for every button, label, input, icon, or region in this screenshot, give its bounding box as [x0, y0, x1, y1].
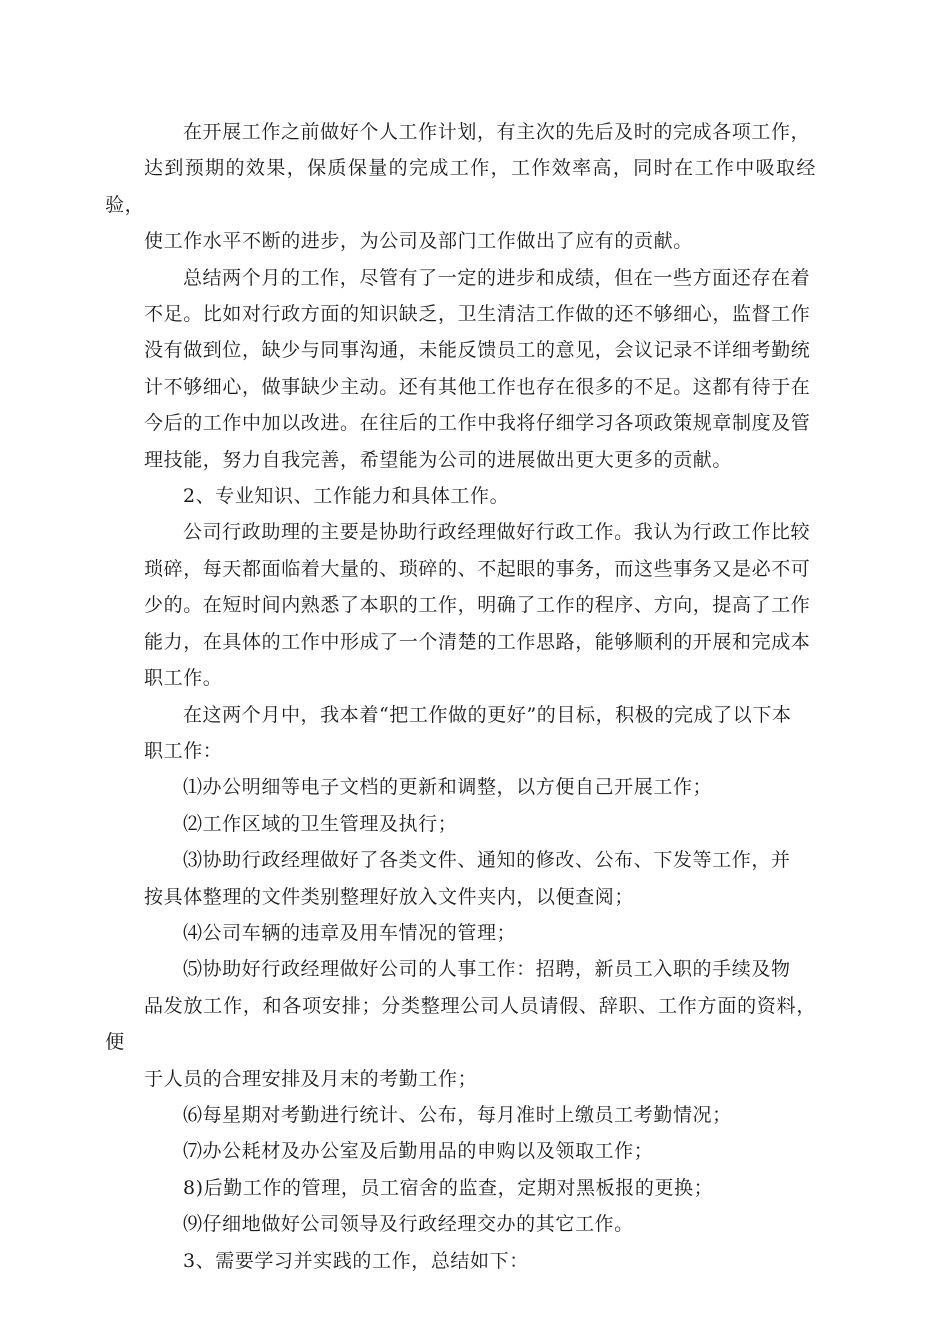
text-line: 今后的工作中加以改进。在往后的工作中我将仔细学习各项政策规章制度及管 [144, 412, 811, 435]
text-line: ⑹每星期对考勤进行统计、公布，每月准时上缴员工考勤情况； [182, 1103, 732, 1126]
text-line: ⑸协助好行政经理做好公司的人事工作：招聘，新员工入职的手续及物 [182, 958, 791, 981]
text-line: ⑺办公耗材及办公室及后勤用品的申购以及领取工作； [182, 1140, 654, 1163]
paragraph [105, 951, 816, 1097]
text-line: 没有做到位，缺少与同事沟通，未能反馈员工的意见，会议记录不详细考勤统 [144, 339, 811, 362]
paragraph [144, 514, 816, 696]
text-line: 于人员的合理安排及月末的考勤工作； [144, 1067, 478, 1090]
text-line: 品发放工作，和各项安排；分类整理公司人员请假、辞职、工作方面的资料，便 [105, 994, 816, 1054]
text-line: 达到预期的效果，保质保量的完成工作，工作效率高，同时在工作中吸取经验， [105, 157, 816, 216]
text-line: 不足。比如对行政方面的知识缺乏，卫生清洁工作做的还不够细心，监督工作 [144, 303, 811, 326]
paragraph [144, 1170, 816, 1206]
text-line: 琐碎，每天都面临着大量的、琐碎的、不起眼的事务，而这些事务又是必不可 [144, 557, 811, 580]
text-line: ⑴办公明细等电子文档的更新和调整，以方便自己开展工作； [182, 776, 713, 799]
paragraph [144, 915, 816, 951]
paragraph [144, 806, 816, 842]
paragraph [144, 1206, 816, 1242]
text-line: 能力，在具体的工作中形成了一个清楚的工作思路，能够顺利的开展和完成本 [144, 630, 811, 653]
paragraph [144, 1243, 816, 1279]
text-line: 少的。在短时间内熟悉了本职的工作，明确了工作的程序、方向，提高了工作 [144, 594, 811, 617]
paragraph [144, 1133, 816, 1169]
text-line: 2、专业知识、工作能力和具体工作。 [182, 485, 510, 508]
paragraph [144, 769, 816, 805]
paragraph [144, 1097, 816, 1133]
text-line: ⑷公司车辆的违章及用车情况的管理； [182, 921, 517, 944]
document-body [105, 114, 816, 1279]
paragraph [144, 478, 816, 514]
text-line: ⑵工作区域的卫生管理及执行； [182, 812, 458, 835]
text-line: 公司行政助理的主要是协助行政经理做好行政工作。我认为行政工作比较 [182, 521, 811, 544]
paragraph [144, 697, 816, 770]
paragraph [105, 114, 816, 260]
text-line: 3、需要学习并实践的工作，总结如下： [182, 1249, 529, 1272]
text-line: 使工作水平不断的进步，为公司及部门工作做出了应有的贡献。 [144, 230, 693, 253]
paragraph [144, 842, 816, 915]
text-line: ⑼仔细地做好公司领导及行政经理交办的其它工作。 [182, 1213, 634, 1236]
text-line: ⑶协助行政经理做好了各类文件、通知的修改、公布、下发等工作，并 [182, 849, 791, 872]
text-line: 按具体整理的文件类别整理好放入文件夹内，以便查阅； [144, 885, 635, 908]
text-line: 理技能，努力自我完善，希望能为公司的进展做出更大更多的贡献。 [144, 448, 733, 471]
text-line: 8)后勤工作的管理，员工宿舍的监查，定期对黑板报的更换； [182, 1176, 714, 1199]
text-line: 计不够细心，做事缺少主动。还有其他工作也存在很多的不足。这都有待于在 [144, 375, 811, 398]
text-line: 职工作： [144, 739, 223, 762]
paragraph [144, 260, 816, 478]
text-line: 在这两个月中，我本着“把工作做的更好”的目标，积极的完成了以下本 [182, 703, 792, 726]
text-line: 职工作。 [144, 667, 223, 690]
text-line: 总结两个月的工作，尽管有了一定的进步和成绩，但在一些方面还存在着 [182, 266, 811, 289]
text-line: 在开展工作之前做好个人工作计划，有主次的先后及时的完成各项工作， [182, 121, 811, 143]
